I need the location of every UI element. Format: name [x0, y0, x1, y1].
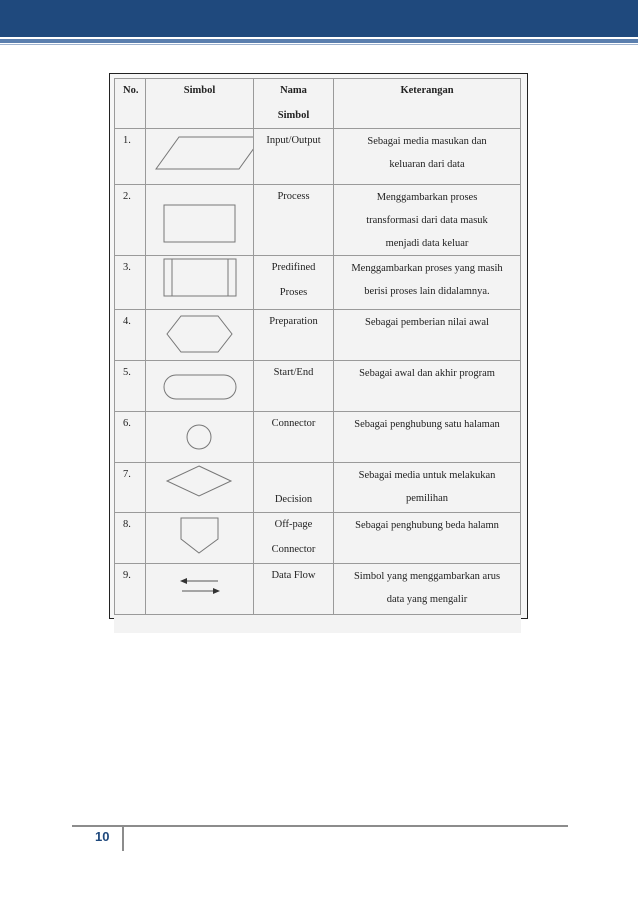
page-number: 10 — [95, 829, 110, 844]
row-no: 2. — [115, 185, 146, 256]
symbol-name — [254, 412, 334, 463]
symbol-name-line: Proses — [279, 286, 308, 298]
symbol-name — [254, 129, 334, 185]
symbol-name — [254, 361, 334, 412]
description-line: Sebagai media untuk melakukan — [358, 470, 496, 481]
symbol-name — [254, 513, 334, 564]
symbol-description — [334, 129, 521, 185]
empty-cell — [115, 615, 146, 633]
description-line: menjadi data keluar — [385, 238, 469, 249]
row-no: 3. — [115, 256, 146, 310]
description-line: berisi proses lain didalamnya. — [364, 286, 490, 297]
description-line: transformasi dari data masuk — [366, 215, 488, 226]
table-row — [115, 256, 521, 310]
footer-divider — [122, 827, 124, 851]
description-line: Sebagai penghubung beda halamn — [355, 520, 499, 531]
row-no: 8. — [115, 513, 146, 564]
terminator-icon — [146, 361, 253, 411]
symbol-name — [254, 564, 334, 615]
row-no: 5. — [115, 361, 146, 412]
row-no: 4. — [115, 310, 146, 361]
row-no: 9. — [115, 564, 146, 615]
symbol-cell — [146, 310, 254, 361]
symbol-description — [334, 361, 521, 412]
symbol-description — [334, 564, 521, 615]
table-row — [115, 463, 521, 513]
table-header-row — [115, 79, 521, 129]
description-line: Simbol yang menggambarkan arus — [353, 571, 501, 582]
table-empty-row — [115, 615, 521, 633]
header-simbol: Simbol — [146, 79, 254, 129]
table-row — [115, 129, 521, 185]
description-line: Sebagai media masukan dan — [367, 136, 487, 147]
symbol-cell — [146, 463, 254, 513]
diamond-icon — [146, 463, 253, 512]
header-no: No. — [115, 79, 146, 129]
symbol-name-line: Connector — [271, 418, 316, 429]
flowchart-symbols-table — [114, 78, 521, 633]
data-flow-arrows-icon — [146, 564, 253, 614]
table-row — [115, 310, 521, 361]
symbol-cell — [146, 361, 254, 412]
description-line: Sebagai pemberian nilai awal — [365, 317, 489, 328]
row-no: 6. — [115, 412, 146, 463]
parallelogram-icon — [146, 129, 253, 184]
description-line: Menggambarkan proses yang masih — [351, 263, 503, 274]
header-keterangan: Keterangan — [334, 79, 521, 129]
symbol-name-line — [254, 463, 333, 488]
predefined-process-icon — [146, 256, 253, 309]
description-line: Sebagai awal dan akhir program — [359, 368, 495, 379]
symbol-name-line: Decision — [274, 493, 313, 505]
symbol-cell — [146, 564, 254, 615]
description-line: pemilihan — [406, 493, 448, 504]
header-rule-thin — [0, 44, 638, 45]
empty-cell — [254, 615, 334, 633]
table-row — [115, 564, 521, 615]
symbol-description — [334, 256, 521, 310]
off-page-connector-icon — [146, 513, 253, 563]
symbol-description — [334, 412, 521, 463]
symbol-description — [334, 513, 521, 564]
empty-cell — [146, 615, 254, 633]
symbol-cell — [146, 129, 254, 185]
symbol-description — [334, 463, 521, 513]
header-nama-line1: Nama — [280, 85, 307, 96]
table-row — [115, 185, 521, 256]
symbol-description — [334, 310, 521, 361]
symbol-name-line: Predifined — [271, 262, 316, 273]
symbol-name — [254, 256, 334, 310]
symbol-name-line: Off-page — [274, 519, 313, 530]
header-band — [0, 0, 638, 37]
symbol-name-line: Data Flow — [271, 570, 316, 581]
table-row — [115, 361, 521, 412]
symbol-cell — [146, 513, 254, 564]
symbol-name-line: Process — [277, 191, 310, 202]
symbol-name — [254, 310, 334, 361]
circle-icon — [146, 412, 253, 462]
footer-rule — [72, 825, 568, 827]
header-nama-line2: Simbol — [277, 109, 310, 121]
symbol-cell — [146, 412, 254, 463]
header-rule — [0, 39, 638, 43]
rectangle-icon — [146, 185, 253, 254]
symbol-name-line: Input/Output — [266, 135, 321, 146]
symbol-description — [334, 185, 521, 256]
description-line: Sebagai penghubung satu halaman — [354, 419, 500, 430]
table-row — [115, 513, 521, 564]
symbol-cell — [146, 185, 254, 256]
description-line: keluaran dari data — [389, 159, 465, 170]
symbol-name — [254, 185, 334, 256]
symbol-name-line: Start/End — [273, 367, 314, 378]
symbol-name — [254, 463, 334, 513]
header-nama-simbol — [254, 79, 334, 129]
symbol-name-line: Connector — [271, 543, 316, 555]
hexagon-icon — [146, 310, 253, 360]
table-row — [115, 412, 521, 463]
symbol-name-line: Preparation — [269, 316, 318, 327]
row-no: 7. — [115, 463, 146, 513]
empty-cell — [334, 615, 521, 633]
symbol-cell — [146, 256, 254, 310]
row-no: 1. — [115, 129, 146, 185]
description-line: data yang mengalir — [386, 594, 468, 605]
description-line: Menggambarkan proses — [376, 192, 478, 203]
